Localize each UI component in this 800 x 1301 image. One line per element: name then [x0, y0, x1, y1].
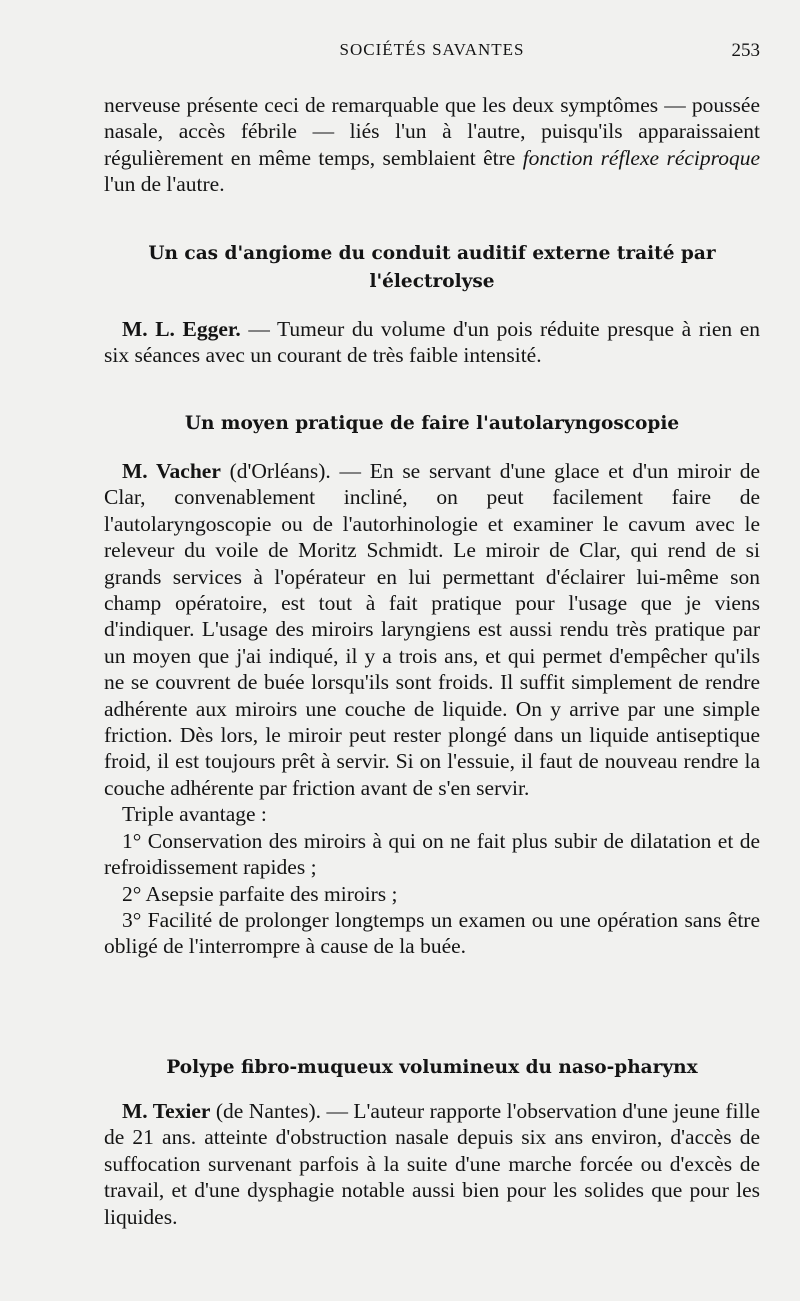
section-angiome-body	[104, 316, 760, 369]
advantage-item-1: 1° Conservation des miroirs à qui on ne fait plus subir de dilatation et de refroidissement rapides ;	[104, 828, 760, 880]
advantage-item-3: 3° Facilité de prolonger longtemps un examen ou une opération sans être obligé de l'interrompre à cause de la buée.	[104, 907, 760, 959]
polype-text: — L'auteur rapporte l'observation d'une jeune fille de 21 ans. atteinte d'obstruction nasale depuis six ans environ, d'accès de suffocation survenant parfois à la suite d'une marche forcée ou d'excès de travail, et d'une dysphagie notable aussi bien pour les solides que pour les liquides.	[104, 1099, 760, 1229]
section-autolaryngoscopie-body	[104, 458, 760, 960]
advantage-item-2: 2° Asepsie parfaite des miroirs ;	[122, 881, 398, 906]
page-number: 253	[731, 40, 760, 61]
section-heading-autolaryngoscopie: Un moyen pratique de faire l'autolaryngoscopie	[184, 413, 680, 434]
intro-text-end: l'un de l'autre.	[104, 172, 225, 197]
intro-text: nerveuse présente ceci de remarquable que les deux symptômes — poussée nasale, accès fébrile — liés l'un à l'autre, puisqu'ils apparaissaient régulièrement en même temps, semblaient être	[104, 93, 760, 170]
triple-avantage: Triple avantage :	[122, 802, 267, 827]
author-vacher-place: (d'Orléans).	[220, 459, 331, 483]
author-texier: M. Texier	[122, 1099, 211, 1123]
autolaryngoscopie-text: — En se servant d'une glace et d'un miroir de Clar, convenablement incliné, on peut facilement faire de l'autolaryngoscopie ou de l'autorhinologie et examiner le cavum avec le releveur du voile de Moritz Schmidt. Le miroir de Clar, qui rend de si grands services à l'opérateur en lui permettant d'éclairer lui-même son champ opératoire, est tout à fait pratique pour l'usage que je viens d'indiquer. L'usage des miroirs laryngiens est aussi rendu très pratique par un moyen que j'ai indiqué, il y a trois ans, et qui permet d'empêcher qu'ils ne se couvrent de buée lorsqu'ils sont froids. Il suffit simplement de rendre adhérente aux miroirs une couche de liquide. On y arrive par une simple friction. Dès lors, le miroir peut rester plongé dans un liquide antiseptique froid, il est toujours prêt à servir. Si on l'essuie, il faut de nouveau rendre la couche adhérente par friction avant de s'en servir.	[104, 459, 761, 800]
author-egger: M. L. Egger.	[122, 317, 241, 341]
intro-italic: fonction réflexe réciproque	[522, 145, 760, 170]
author-texier-place: (de Nantes).	[210, 1099, 322, 1123]
angiome-text: — Tumeur du volume d'un pois réduite presque à rien en six séances avec un courant de très faible intensité.	[104, 317, 760, 368]
section-heading-angiome: Un cas d'angiome du conduit auditif externe traité par l'électrolyse	[148, 243, 716, 292]
section-polype-body	[104, 1098, 760, 1230]
running-title: SOCIÉTÉS SAVANTES	[339, 40, 525, 59]
section-heading-polype: Polype fibro-muqueux volumineux du naso-pharynx	[166, 1057, 698, 1078]
intro-paragraph	[104, 92, 760, 198]
author-vacher: M. Vacher	[122, 459, 221, 483]
